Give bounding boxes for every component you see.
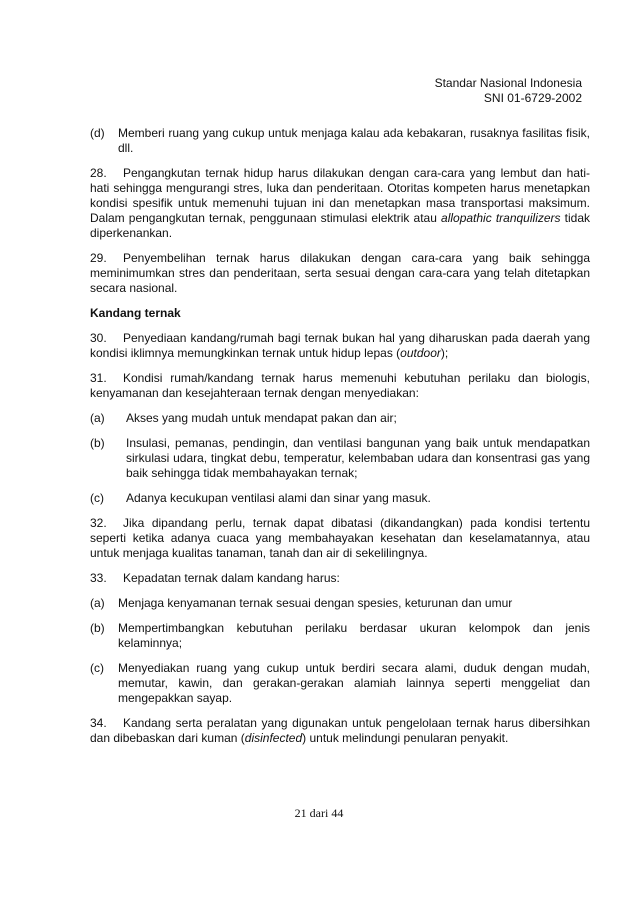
- list-item-31b: [90, 436, 590, 481]
- paragraph-emphasis: outdoor: [400, 346, 441, 360]
- paragraph-text-end: ) untuk melindungi penularan penyakit.: [302, 731, 509, 745]
- list-item-text: Memberi ruang yang cukup untuk menjaga kalau ada kebakaran, rusaknya fasilitas fisik, dll.: [118, 126, 590, 155]
- paragraph-number: 29.: [90, 251, 107, 265]
- paragraph-number: 33.: [90, 571, 107, 585]
- document-header: [435, 76, 582, 106]
- paragraph-text-end: );: [440, 346, 449, 360]
- paragraph-emphasis: disinfected: [244, 731, 303, 745]
- list-item-label: (a): [90, 411, 105, 425]
- header-title: Standar Nasional Indonesia: [434, 76, 582, 90]
- list-item-text: Akses yang mudah untuk mendapat pakan dan air;: [126, 411, 397, 425]
- list-item-33a: [90, 596, 590, 611]
- list-item-text: Menjaga kenyamanan ternak sesuai dengan spesies, keturunan dan umur: [118, 596, 513, 610]
- paragraph-text: Pengangkutan ternak hidup harus dilakukan dengan cara-cara yang lembut dan hati-hati sehingga mengurangi stres, luka dan penderitaan. Otoritas kompeten harus menetapkan kondisi spesifik untuk memenuhi tujuan ini dan menetapkan masa transportasi maksimum. Dalam pengangkutan ternak, penggunaan stimulasi elektrik atau: [90, 166, 590, 225]
- list-item-text: Adanya kecukupan ventilasi alami dan sinar yang masuk.: [126, 491, 431, 505]
- paragraph-number: 28.: [90, 166, 107, 180]
- list-item-text: Menyediakan ruang yang cukup untuk berdiri secara alami, duduk dengan mudah, memutar, kawin, dan gerakan-gerakan alamiah lainnya seperti menggeliat dan mengepakkan sayap.: [118, 661, 590, 705]
- paragraph-29: [90, 251, 590, 296]
- paragraph-text: Kandang serta peralatan yang digunakan untuk pengelolaan ternak harus dibersihkan dan dibebaskan dari kuman (: [90, 716, 590, 745]
- paragraph-text: Kondisi rumah/kandang ternak harus memenuhi kebutuhan perilaku dan biologis, kenyamanan dan kesejahteraan ternak dengan menyediakan:: [90, 371, 590, 400]
- header-standard-number: SNI 01-6729-2002: [483, 91, 582, 105]
- list-item-label: (b): [90, 436, 105, 450]
- paragraph-number: 30.: [90, 331, 107, 345]
- paragraph-32: [90, 516, 590, 561]
- list-item-label: (a): [90, 596, 105, 610]
- paragraph-text: Kepadatan ternak dalam kandang harus:: [123, 571, 340, 585]
- paragraph-34: [90, 716, 590, 746]
- list-item-text: Insulasi, pemanas, pendingin, dan ventilasi bangunan yang baik untuk mendapatkan sirkulasi udara, tingkat debu, temperatur, kelembaban udara dan konsentrasi gas yang baik sehingga tidak membahayakan ternak;: [126, 436, 590, 480]
- list-item-33b: [90, 621, 590, 651]
- list-item-label: (b): [90, 621, 105, 635]
- list-item-31a: [90, 411, 590, 426]
- paragraph-text: Penyediaan kandang/rumah bagi ternak bukan hal yang diharuskan pada daerah yang kondisi iklimnya memungkinkan ternak untuk hidup lepas (: [90, 331, 590, 360]
- paragraph-emphasis: allopathic tranquilizers: [441, 211, 561, 225]
- paragraph-number: 32.: [90, 516, 107, 530]
- document-body: [90, 126, 590, 756]
- paragraph-text-end: tidak diperkenankan.: [90, 211, 590, 240]
- list-item-33c: [90, 661, 590, 706]
- list-item-text: Mempertimbangkan kebutuhan perilaku berdasar ukuran kelompok dan jenis kelaminnya;: [118, 621, 590, 650]
- paragraph-number: 31.: [90, 371, 107, 385]
- page-number-footer: 21 dari 44: [294, 806, 344, 820]
- list-item-31c: [90, 491, 590, 506]
- paragraph-33: [90, 571, 590, 586]
- paragraph-text: Penyembelihan ternak harus dilakukan dengan cara-cara yang baik sehingga meminimumkan stres dan penderitaan, serta sesuai dengan cara-cara yang telah ditetapkan secara nasional.: [90, 251, 590, 295]
- paragraph-31: [90, 371, 590, 401]
- paragraph-text: Jika dipandang perlu, ternak dapat dibatasi (dikandangkan) pada kondisi tertentu seperti ketika adanya cuaca yang membahayakan kesehatan dan keselamatannya, atau untuk menjaga kualitas tanaman, tanah dan air di sekelilingnya.: [90, 516, 590, 560]
- list-item-d: [90, 126, 590, 156]
- paragraph-30: [90, 331, 590, 361]
- list-item-label: (d): [90, 126, 105, 140]
- paragraph-28: [90, 166, 590, 241]
- section-heading: Kandang ternak: [90, 306, 181, 320]
- list-item-label: (c): [90, 491, 104, 505]
- list-item-label: (c): [90, 661, 104, 675]
- paragraph-number: 34.: [90, 716, 107, 730]
